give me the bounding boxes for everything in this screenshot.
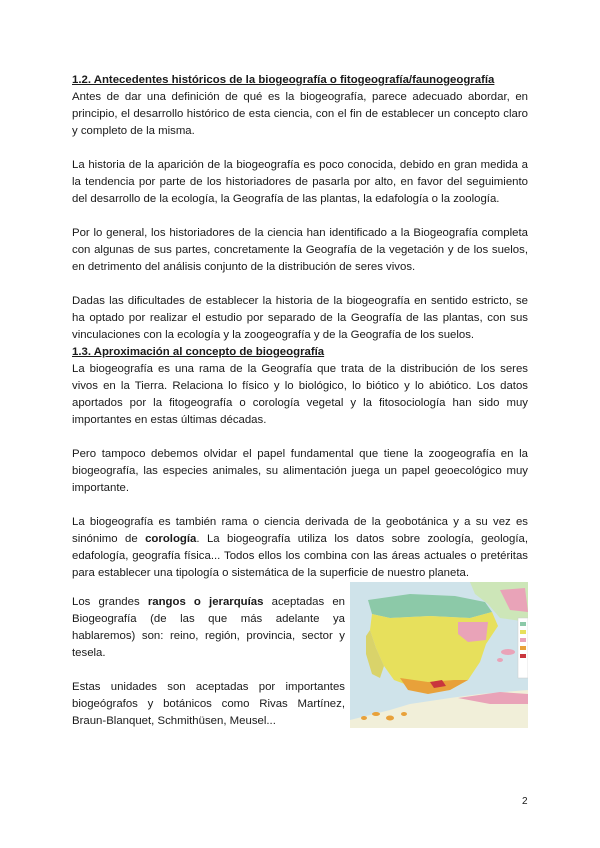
map-canary-islands <box>401 712 407 716</box>
text-with-figure <box>72 584 528 730</box>
bold-term: corología <box>145 533 197 545</box>
paragraph: La biogeografía es una rama de la Geografía que trata de la distribución de los seres vivos en la Tierra. Relaciona lo físico y lo biológico, lo biótico y lo abiótico. Los datos aportados por la fitogeografía o corología vegetal y la fitosociología han sido muy importantes en estas últimas décadas. <box>72 363 528 426</box>
page-number: 2 <box>522 796 528 807</box>
legend-swatch <box>520 646 526 650</box>
legend-swatch <box>520 638 526 642</box>
map-balearic-islands <box>501 649 515 655</box>
paragraph: Dadas las dificultades de establecer la historia de la biogeografía en sentido estricto, se ha optado por realizar el estudio por separado de la Geografía de las plantas, con sus vinculaciones con la ecología y la zoogeografía y de la Geografía de los suelos. <box>72 295 528 341</box>
figure-side-text <box>72 584 345 730</box>
bold-term: rangos o jerarquías <box>147 596 264 608</box>
legend-swatch <box>520 654 526 658</box>
paragraph: Pero tampoco debemos olvidar el papel fundamental que tiene la zoogeografía en la biogeografía, las especies animales, su alimentación juega un papel geoecológico muy importante. <box>72 448 528 494</box>
biogeographic-map-iberian-peninsula <box>350 582 528 728</box>
legend-swatch <box>520 630 526 634</box>
map-image <box>350 582 528 728</box>
paragraph: La historia de la aparición de la biogeografía es poco conocida, debido en gran medida a la tendencia por parte de los historiadores de pasarla por alto, en favor del seguimiento del desarrollo de la ecología, la Geografía de las plantas, la edafología o la zoología. <box>72 159 528 205</box>
paragraph: Por lo general, los historiadores de la ciencia han identificado a la Biogeografía completa con algunas de sus partes, concretamente la Geografía de la vegetación y de los suelos, en detrimento del análisis conjunto de la distribución de seres vivos. <box>72 227 528 273</box>
map-canary-islands <box>386 716 394 721</box>
section-heading-1-3: 1.3. Aproximación al concepto de biogeografía <box>72 346 325 358</box>
map-canary-islands <box>361 716 367 720</box>
map-balearic-islands <box>497 658 503 662</box>
paragraph: Estas unidades son aceptadas por importantes biogeógrafos y botánicos como Rivas Martínez, Braun-Blanquet, Schmithüsen, Meusel... <box>72 681 345 727</box>
section-heading-1-2: 1.2. Antecedentes históricos de la biogeografía o fitogeografía/faunogeografía <box>72 74 495 86</box>
paragraph: Los grandes rangos o jerarquías aceptadas en Biogeografía (de las que más adelante ya hablaremos) son: reino, región, provincia, sector y tesela. <box>72 596 345 659</box>
legend-swatch <box>520 622 526 626</box>
page-content <box>72 72 528 730</box>
paragraph: La biogeografía es también rama o ciencia derivada de la geobotánica y a su vez es sinónimo de corología. La biogeografía utiliza los datos sobre zoología, geología, edafología, geografía física... Todos ellos los combina con las áreas actuales o pretéritas para establecer una tipología o sistemática de la superficie de nuestro planeta. <box>72 516 528 579</box>
map-canary-islands <box>372 712 380 716</box>
paragraph: Antes de dar una definición de qué es la biogeografía, parece adecuado abordar, en principio, el desarrollo histórico de esta ciencia, con el fin de establecer un concepto claro y completo de la misma. <box>72 91 528 137</box>
